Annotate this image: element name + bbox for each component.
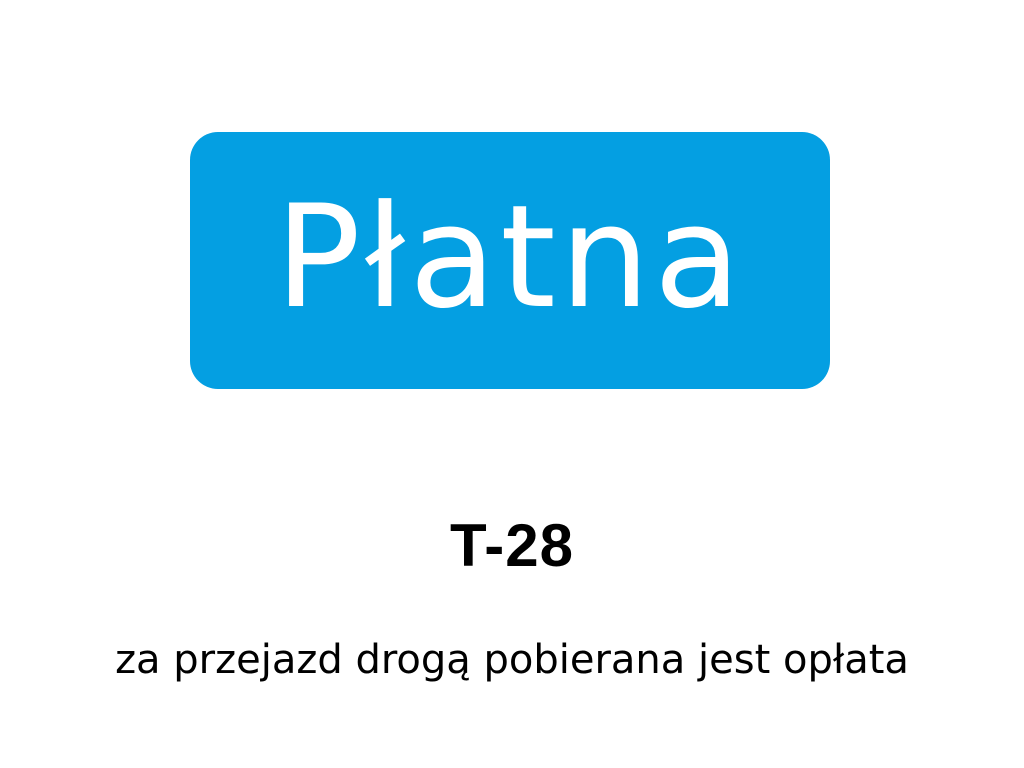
sign-text: Płatna — [275, 174, 745, 340]
toll-road-sign — [190, 132, 830, 389]
sign-code: T-28 — [449, 512, 575, 579]
sign-description: za przejazd drogą pobierana jest opłata — [115, 637, 909, 683]
